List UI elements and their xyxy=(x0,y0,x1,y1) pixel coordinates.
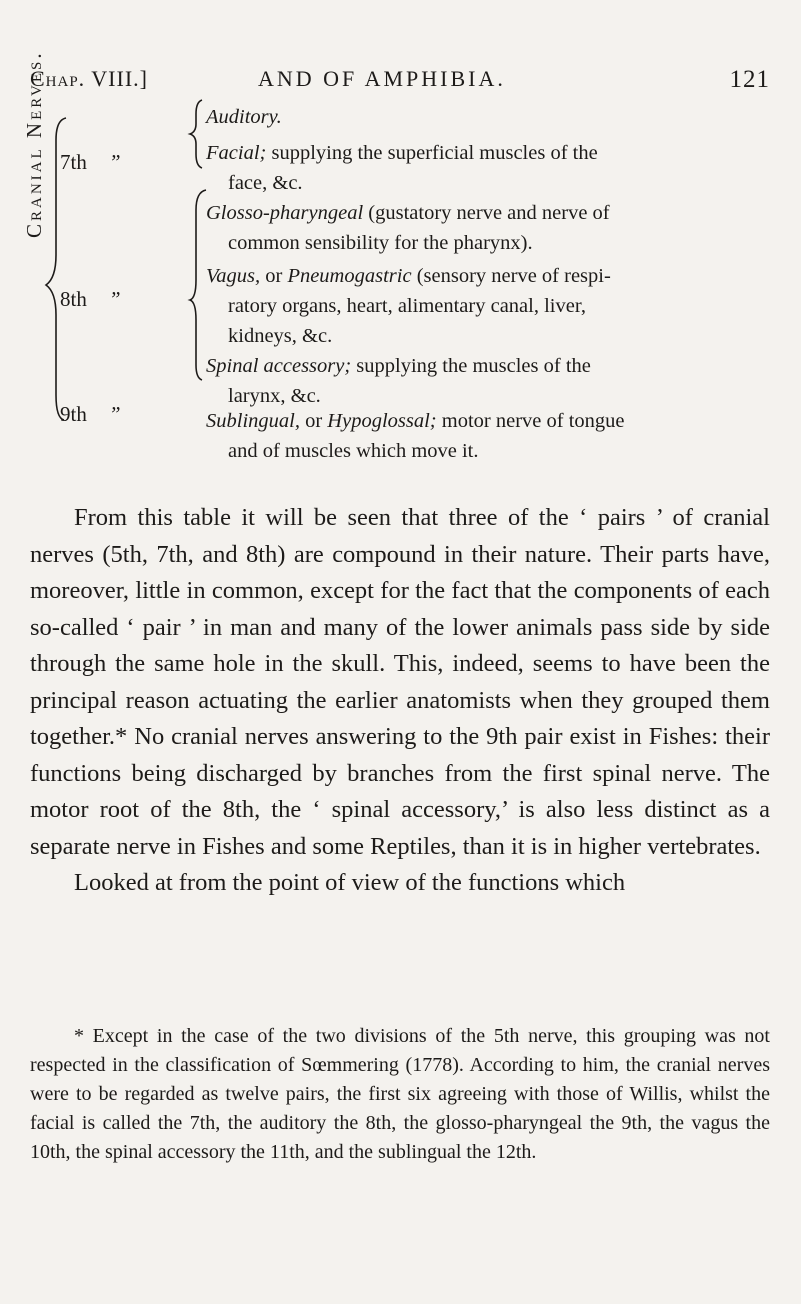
term-auditory: Auditory. xyxy=(206,106,282,128)
page-header xyxy=(30,66,770,106)
entry-vagus xyxy=(206,261,776,351)
entry-continuation: kidneys, &c. xyxy=(228,325,333,347)
term-glosso-pharyngeal: Glosso-pharyngeal xyxy=(206,202,364,224)
ditto-mark: ” xyxy=(108,287,121,311)
term-pneumogastric: Pneumogastric xyxy=(287,265,412,287)
pair-8th-label: 8th xyxy=(60,287,87,311)
entry-sublingual xyxy=(206,406,776,466)
term-spinal-accessory: Spinal accessory; xyxy=(206,355,352,377)
side-label-cranial-nerves: Cranial Nerves. xyxy=(22,50,46,238)
entry-text: (gustatory nerve and nerve of xyxy=(363,202,610,224)
entry-continuation: larynx, &c. xyxy=(228,385,321,407)
chapter-label: Chap. VIII.] xyxy=(30,66,148,91)
term-hypoglossal: Hypoglossal; xyxy=(327,410,437,432)
entry-glosso-pharyngeal xyxy=(206,198,776,258)
ditto-mark: ” xyxy=(108,402,121,426)
entry-text: or xyxy=(299,410,328,432)
term-sublingual: Sublingual, xyxy=(206,410,300,432)
entry-text: motor nerve of tongue xyxy=(436,410,625,432)
page-number: 121 xyxy=(729,66,770,93)
pair-9th-label: 9th xyxy=(60,402,87,426)
entry-continuation: ratory organs, heart, alimentary canal, liver, xyxy=(228,295,586,317)
entry-text: supplying the superficial muscles of the xyxy=(266,142,598,164)
paragraph-2: Looked at from the point of view of the functions which xyxy=(74,869,626,896)
entry-auditory xyxy=(206,102,776,132)
entry-facial xyxy=(206,138,776,198)
term-facial: Facial; xyxy=(206,142,267,164)
pair-8th xyxy=(60,287,121,312)
entry-continuation: face, &c. xyxy=(228,172,303,194)
ditto-mark: ” xyxy=(108,150,121,174)
pair-9th xyxy=(60,402,121,427)
bracket-8th xyxy=(190,190,206,380)
term-vagus: Vagus, xyxy=(206,265,261,287)
paragraph-1: From this table it will be seen that three of the ‘ pairs ’ of cranial nerves (5th, 7th, and 8th) are compound in their nature. Their parts have, moreover, little in common, except for the fact that the components of each so-called ‘ pair ’ in man and many of the lower animals pass side by side through the same hole in the skull. This, indeed, seems to have been the principal reason actuating the earlier anatomists when they grouped them together.* No cranial nerves answering to the 9th pair exist in Fishes: their functions being discharged by branches from the first spinal nerve. The motor root of the 8th, the ‘ spinal accessory,’ is also less distinct as a separate nerve in Fishes and some Reptiles, than it is in higher vertebrates. xyxy=(30,504,770,860)
footnote xyxy=(30,1022,770,1167)
entry-text: (sensory nerve of respi- xyxy=(411,265,611,287)
running-title: AND OF AMPHIBIA. xyxy=(258,66,506,91)
entry-text: or xyxy=(260,265,288,287)
bracket-7th xyxy=(190,100,202,168)
pair-7th xyxy=(60,150,121,175)
entry-spinal-accessory xyxy=(206,351,776,411)
footnote-text: * Except in the case of the two divisions of the 5th nerve, this grouping was not respected in the classification of Sœmmering (1778). According to him, the cranial nerves were to be regarded as twelve pairs, the first six agreeing with those of Willis, whilst the facial is called the 7th, the auditory the 8th, the glosso-pharyngeal the 9th, the vagus the 10th, the spinal accessory the 11th, and the sublingual the 12th. xyxy=(30,1025,770,1163)
pair-7th-label: 7th xyxy=(60,150,87,174)
body-text xyxy=(30,500,770,902)
entry-text: supplying the muscles of the xyxy=(351,355,591,377)
entry-continuation: and of muscles which move it. xyxy=(228,440,479,462)
entry-continuation: common sensibility for the pharynx). xyxy=(228,232,533,254)
